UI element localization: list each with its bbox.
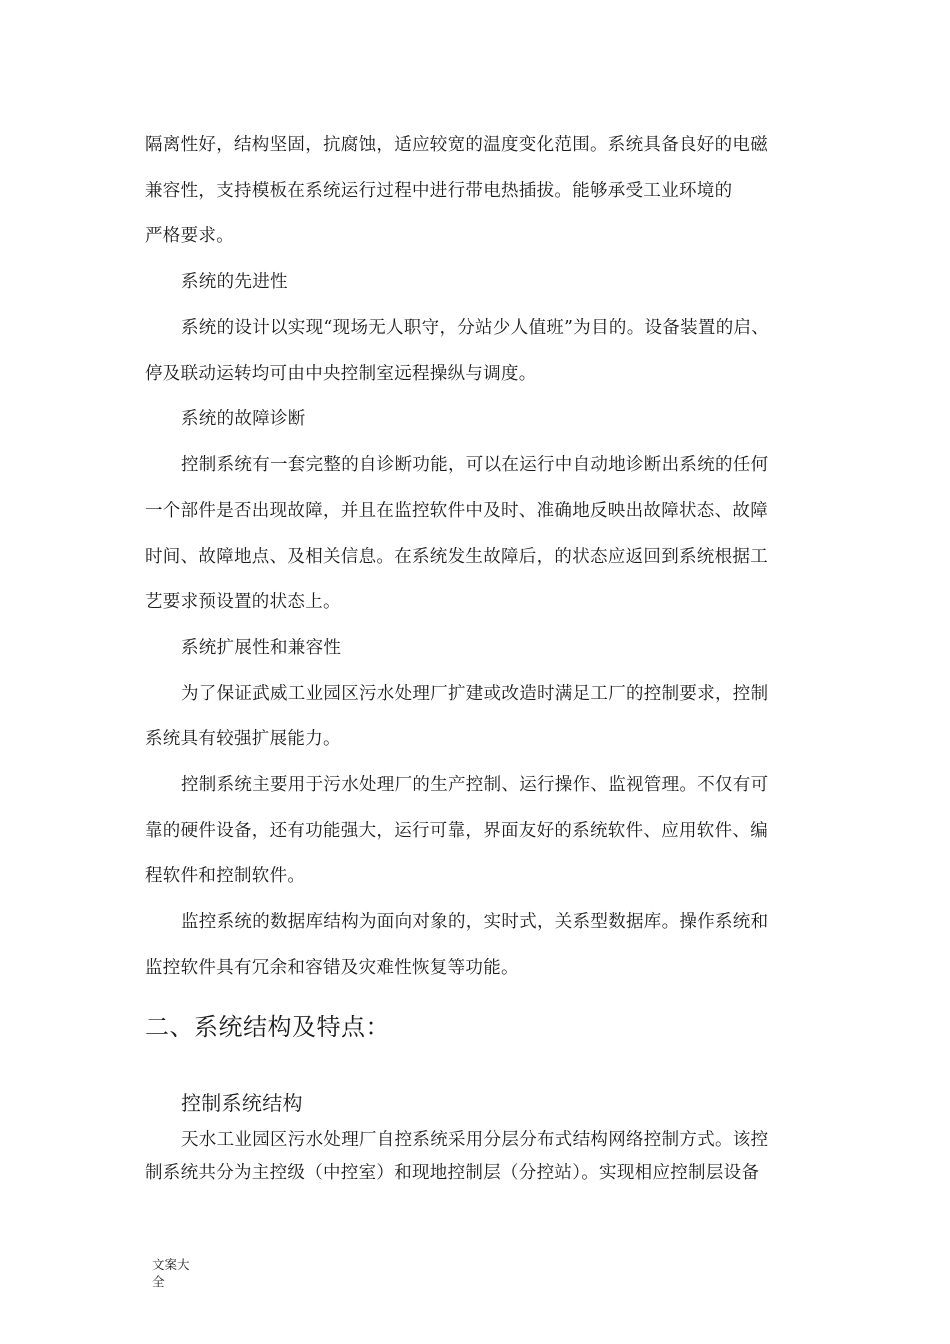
paragraph-line: 靠的硬件设备，还有功能强大，运行可靠，界面友好的系统软件、应用软件、编 xyxy=(145,821,768,841)
paragraph-line: 制系统共分为主控级（中控室）和现地控制层（分控站）。实现相应控制层设备 xyxy=(145,1163,760,1183)
paragraph-line: 控制系统有一套完整的自诊断功能，可以在运行中自动地诊断出系统的任何 xyxy=(181,455,769,475)
topic-label: 系统的故障诊断 xyxy=(181,409,306,429)
paragraph-line: 控制系统主要用于污水处理厂的生产控制、运行操作、监视管理。不仅有可 xyxy=(181,775,769,795)
paragraph-line: 系统具有较强扩展能力。 xyxy=(145,729,341,749)
paragraph-line: 停及联动运转均可由中央控制室远程操纵与调度。 xyxy=(145,364,537,384)
paragraph-line: 一个部件是否出现故障，并且在监控软件中及时、准确地反映出故障状态、故障 xyxy=(145,501,768,521)
topic-label: 系统的先进性 xyxy=(181,272,288,292)
paragraph-line: 时间、故障地点、及相关信息。在系统发生故障后，的状态应返回到系统根据工 xyxy=(145,547,768,567)
footer-text: 全 xyxy=(152,1274,165,1289)
subsection-heading: 控制系统结构 xyxy=(181,1091,303,1115)
paragraph-line: 艺要求预设置的状态上。 xyxy=(145,592,341,612)
section-heading: 二、系统结构及特点： xyxy=(145,1013,390,1041)
paragraph-line: 严格要求。 xyxy=(145,226,234,246)
paragraph-line: 兼容性，支持模板在系统运行过程中进行带电热插拔。能够承受工业环境的 xyxy=(145,181,733,201)
footer-text: 文案大 xyxy=(152,1257,190,1272)
paragraph-line: 监控系统的数据库结构为面向对象的，实时式，关系型数据库。操作系统和 xyxy=(181,912,769,932)
paragraph-line: 程软件和控制软件。 xyxy=(145,866,306,886)
paragraph-line: 系统的设计以实现“现场无人职守，分站少人值班”为目的。设备装置的启、 xyxy=(181,318,770,338)
paragraph-line: 为了保证武威工业园区污水处理厂扩建或改造时满足工厂的控制要求，控制 xyxy=(181,684,769,704)
paragraph-line: 监控软件具有冗余和容错及灾难性恢复等功能。 xyxy=(145,958,519,978)
paragraph-line: 天水工业园区污水处理厂自控系统采用分层分布式结构网络控制方式。该控 xyxy=(181,1130,769,1150)
topic-label: 系统扩展性和兼容性 xyxy=(181,638,342,658)
paragraph-line: 隔离性好，结构坚固，抗腐蚀，适应较宽的温度变化范围。系统具备良好的电磁 xyxy=(145,135,768,155)
